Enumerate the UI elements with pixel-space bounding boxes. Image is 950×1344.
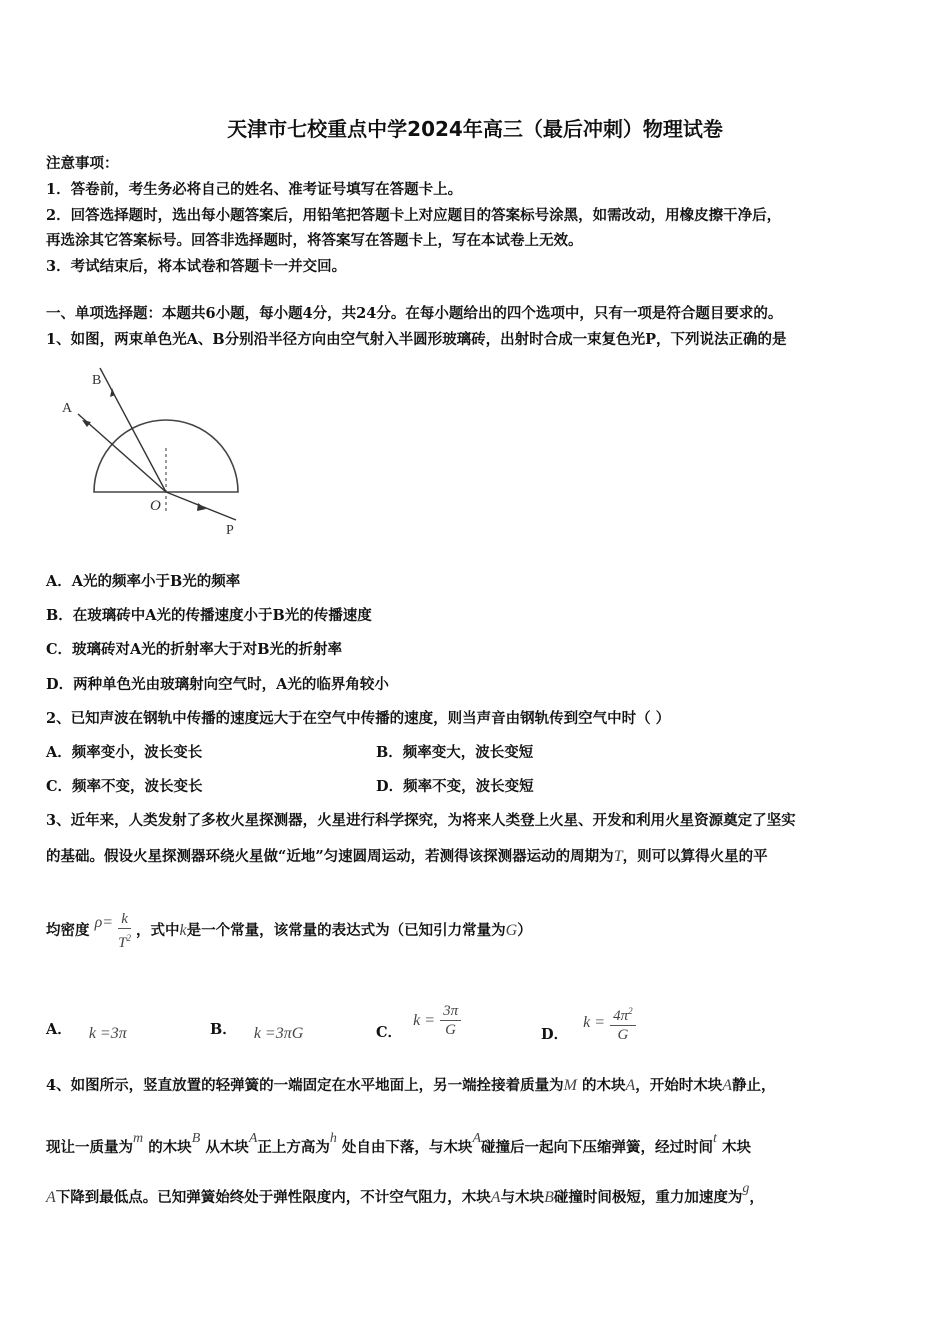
q1-option-c: C．玻璃砖对A光的折射率大于对B光的折射率 [46, 641, 343, 658]
q2-option-a: A．频率变小，波长变长 [46, 744, 203, 761]
q2-stem: 2、已知声波在钢轨中传播的速度远大于在空气中传播的速度，则当声音由钢轨传到空气中时（ ） [46, 710, 671, 727]
figure-label-b: B [92, 373, 102, 388]
figure-label-p: P [226, 523, 234, 538]
notice-item-3: 3．考试结束后，将本试卷和答题卡一并交回。 [46, 258, 347, 275]
notice-item-2a: 2．回答选择题时，选出每小题答案后，用铅笔把答题卡上对应题目的答案标号涂黑，如需改动，用橡皮擦干净后， [46, 207, 782, 224]
q2-option-c: C．频率不变，波长变长 [46, 778, 203, 795]
q3-line-2: 的基础。假设火星探测器环绕火星做“近地”匀速圆周运动，若测得该探测器运动的周期为T，则可以算得火星的平 [46, 848, 768, 865]
q3-option-b: B． k =3πG [210, 1021, 304, 1042]
q1-stem: 1、如图，两束单色光A、B分别沿半径方向由空气射入半圆形玻璃砖，出射时合成一束复色光P，下列说法正确的是 [46, 331, 787, 348]
q1-option-b: B．在玻璃砖中A光的传播速度小于B光的传播速度 [46, 607, 372, 624]
section-heading: 一、单项选择题：本题共6小题，每小题4分，共24分。在每小题给出的四个选项中，只有一项是符合题目要求的。 [46, 305, 783, 322]
var-T: T [613, 848, 623, 865]
q4-line-2: 现让一质量为m 的木块B 从木块A正上方高为h 处自由下落，与木块A碰撞后一起向下压缩弹簧，经过时间t 木块 [46, 1131, 751, 1156]
q2-option-b: B．频率变大，波长变短 [376, 744, 534, 761]
notice-item-2b: 再选涂其它答案标号。回答非选择题时，将答案写在答题卡上，写在本试卷上无效。 [46, 232, 583, 249]
q3-option-a: A． k =3π [46, 1021, 127, 1042]
q1-option-d: D．两种单色光由玻璃射向空气时，A光的临界角较小 [46, 676, 389, 693]
density-fraction: $\frac{k}{T^2}$ [118, 911, 131, 951]
q3-line-1: 3、近年来，人类发射了多枚火星探测器，火星进行科学探究，为将来人类登上火星、开发和利用火星资源奠定了坚实 [46, 812, 796, 829]
page-title: 天津市七校重点中学2024年高三（最后冲刺）物理试卷 [227, 117, 723, 141]
var-rho: ρ [94, 914, 103, 931]
q4-line-1: 4、如图所示，竖直放置的轻弹簧的一端固定在水平地面上，另一端拴接着质量为M 的木块A，开始时木块A静止， [46, 1077, 776, 1094]
figure-label-o: O [150, 498, 161, 514]
notice-item-1: 1．答卷前，考生务必将自己的姓名、准考证号填写在答题卡上。 [46, 181, 463, 198]
q1-option-a: A．A光的频率小于B光的频率 [46, 573, 241, 590]
semicircle-glass-figure [58, 362, 258, 546]
notice-heading: 注意事项： [46, 155, 119, 172]
equals-sign: = [102, 914, 114, 931]
q3-option-c: C． k = $\frac{3\pi}{G}$ [376, 1002, 461, 1039]
var-k: k [179, 922, 187, 939]
q3-line-3: 均密度 ρ= $\frac{k}{T^2}$ ，式中k是一个常量，该常量的表达式为（已知引力常量为G） [46, 911, 532, 951]
var-G: G [505, 922, 518, 939]
q4-line-3: A下降到最低点。已知弹簧始终处于弹性限度内，不计空气阻力，木块A与木块B碰撞时间极短，重力加速度为g， [46, 1181, 764, 1206]
q2-option-d: D．频率不变，波长变短 [376, 778, 534, 795]
figure-label-a: A [62, 401, 73, 416]
q3-option-d: D． k = $\frac{4\pi^2}{G}$ [541, 1002, 636, 1044]
